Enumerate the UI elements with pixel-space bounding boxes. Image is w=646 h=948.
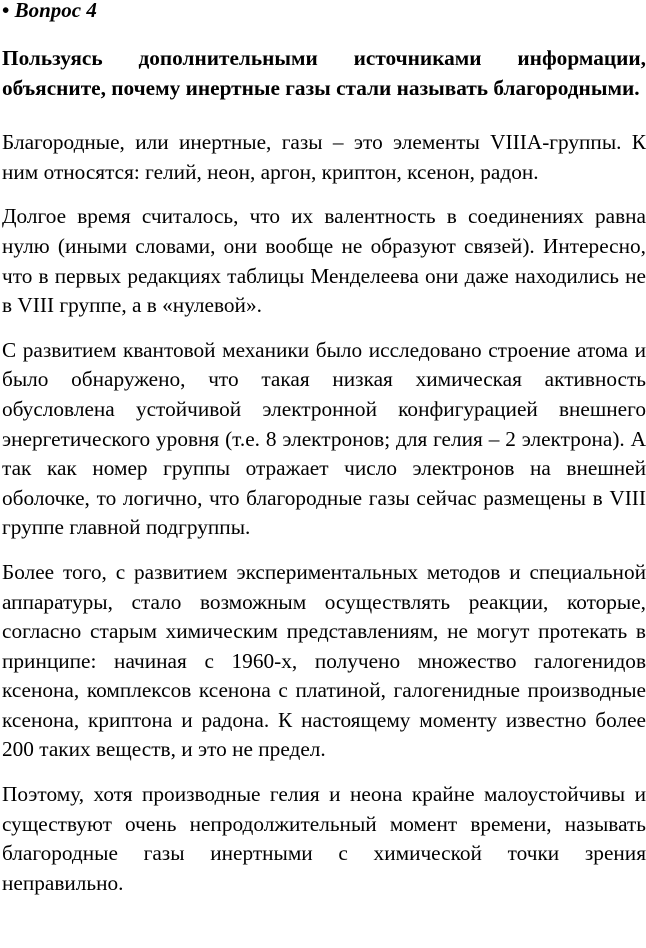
question-number-heading	[2, 0, 646, 20]
answer-paragraph-3: С развитием квантовой механики было исследовано строение атома и было обнаружено, что такая низкая химическая активность обусловлена устойчивой электронной конфигурацией внешнего энергетического уровня (т.е. 8 электронов; для гелия – 2 электрона). А так как номер группы отражает число электронов на внешней оболочке, то логично, что благородные газы сейчас размещены в VIII группе главной подгруппы.	[2, 337, 646, 540]
answer-paragraph-4: Более того, с развитием экспериментальных методов и специальной аппаратуры, стало возможным осуществлять реакции, которые, согласно старым химическим представлениям, не могут протекать в принципе: начиная с 1960-х, получено множество галогенидов ксенона, комплексов ксенона с платиной, галогенидные производные ксенона, криптона и радона. К настоящему моменту известно более 200 таких веществ, и это не предел.	[2, 559, 646, 762]
answer-paragraph-1: Благородные, или инертные, газы – это элементы VIIIA-группы. К ним относятся: гелий, неон, аргон, криптон, ксенон, радон.	[2, 130, 646, 184]
answer-paragraph-5: Поэтому, хотя производные гелия и неона крайне малоустойчивы и существуют очень непродолжительный момент времени, называть благородные газы инертными с химической точки зрения неправильно.	[2, 782, 646, 895]
question-text: Пользуясь дополнительными источниками информации, объясните, почему инертные газы стали называть благородными.	[2, 46, 646, 100]
question-number-label: Вопрос 4	[14, 0, 97, 22]
bullet-icon: •	[2, 0, 10, 22]
answer-paragraph-2: Долгое время считалось, что их валентность в соединениях равна нулю (иными словами, они вообще не образуют связей). Интересно, что в первых редакциях таблицы Менделеева они даже находились не в VIII группе, а в «нулевой».	[2, 204, 646, 318]
